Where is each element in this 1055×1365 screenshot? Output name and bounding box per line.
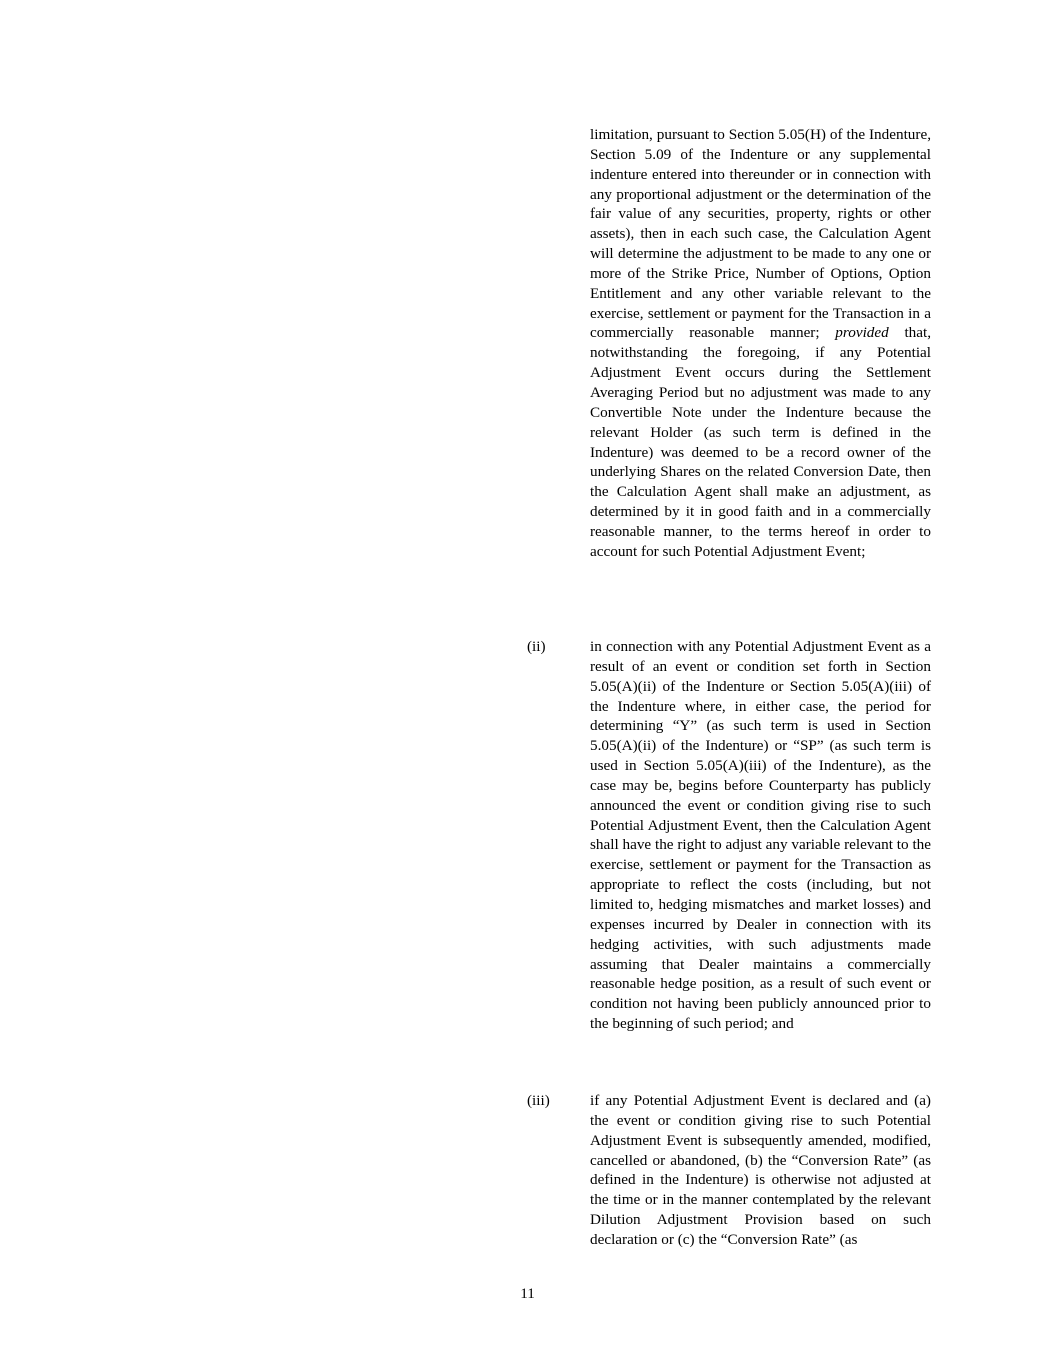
clause-label-ii: (ii) — [527, 638, 546, 655]
paragraph-text-part-1: limitation, pursuant to Section 5.05(H) of the Indenture, Section 5.09 of the Indenture or any supplemental indenture entered into thereunder or in connection with any proportional adjustment or the determination of the fair value of any securities, property, rights or other assets), then in each such case, the Calculation Agent will determine the adjustment to be made to any one or more of the Strike Price, Number of Options, Option Entitlement and any other variable relevant to the exercise, settlement or payment for the Transaction in a commercially reasonable manner; — [590, 126, 931, 342]
page-number: 11 — [520, 1285, 535, 1302]
paragraph-continuation — [590, 125, 931, 562]
clause-label-iii: (iii) — [527, 1092, 550, 1109]
paragraph-text-part-2: that, notwithstanding the foregoing, if any Potential Adjustment Event occurs during the Settlement Averaging Period but no adjustment was made to any Convertible Note under the Indenture because the relevant Holder (as such term is defined in the Indenture) was deemed to be a record owner of the underlying Shares on the related Conversion Date, then the Calculation Agent shall make an adjustment, as determined by it in good faith and in a commercially reasonable manner, to the terms hereof in order to account for such Potential Adjustment Event; — [590, 324, 932, 560]
clause-ii-text: in connection with any Potential Adjustment Event as a result of an event or condition set forth in Section 5.05(A)(ii) of the Indenture or Section 5.05(A)(iii) of the Indenture where, in either case, the period for determining “Y” (as such term is used in Section 5.05(A)(ii) of the Indenture) or “SP” (as such term is used in Section 5.05(A)(iii) of the Indenture), as the case may be, begins before Counterparty has publicly announced the event or condition giving rise to such Potential Adjustment Event, then the Calculation Agent shall have the right to adjust any variable relevant to the exercise, settlement or payment for the Transaction as appropriate to reflect the costs (including, but not limited to, hedging mismatches and market losses) and expenses incurred by Dealer in connection with its hedging activities, with such adjustments made assuming that Dealer maintains a commercially reasonable hedge position, as a result of such event or condition not having been publicly announced prior to the beginning of such period; and — [590, 638, 931, 1033]
clause-iii-text: if any Potential Adjustment Event is declared and (a) the event or condition giving rise to such Potential Adjustment Event is subsequently amended, modified, cancelled or abandoned, (b) the “Conversion Rate” (as defined in the Indenture) is otherwise not adjusted at the time or in the manner contemplated by the relevant Dilution Adjustment Provision based on such declaration or (c) the “Conversion Rate” (as — [590, 1092, 931, 1248]
italic-provided: provided — [835, 324, 889, 342]
